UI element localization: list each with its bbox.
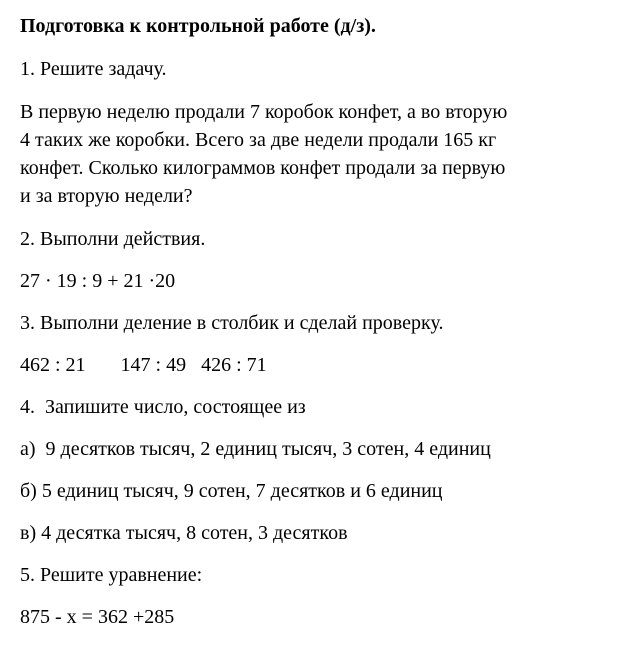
task4-item-a: а) 9 десятков тысяч, 2 единиц тысяч, 3 сотен, 4 единиц [20,438,491,460]
task4-heading: 4. Запишите число, состоящее из [20,396,306,418]
task1-heading: 1. Решите задачу. [20,58,167,80]
task1-line: и за вторую недели? [20,185,193,207]
task1-line: 4 таких же коробки. Всего за две недели продали 165 кг [20,129,497,151]
document-title: Подготовка к контрольной работе (д/з). [20,15,376,37]
task5-equation: 875 - х = 362 +285 [20,606,175,628]
task4-item-b: б) 5 единиц тысяч, 9 сотен, 7 десятков и 6 единиц [20,480,443,502]
task1-line: В первую неделю продали 7 коробок конфет, а во вторую [20,101,508,123]
task4-item-c: в) 4 десятка тысяч, 8 сотен, 3 десятков [20,522,348,544]
task2-expression: 27 · 19 : 9 + 21 ·20 [20,270,176,292]
task2-heading: 2. Выполни действия. [20,228,206,250]
task1-problem-text [20,98,606,210]
task3-heading: 3. Выполни деление в столбик и сделай проверку. [20,312,444,334]
task5-heading: 5. Решите уравнение: [20,564,203,586]
task3-examples: 462 : 21 147 : 49 426 : 71 [20,354,267,376]
task1-line: конфет. Сколько килограммов конфет продали за первую [20,157,506,179]
